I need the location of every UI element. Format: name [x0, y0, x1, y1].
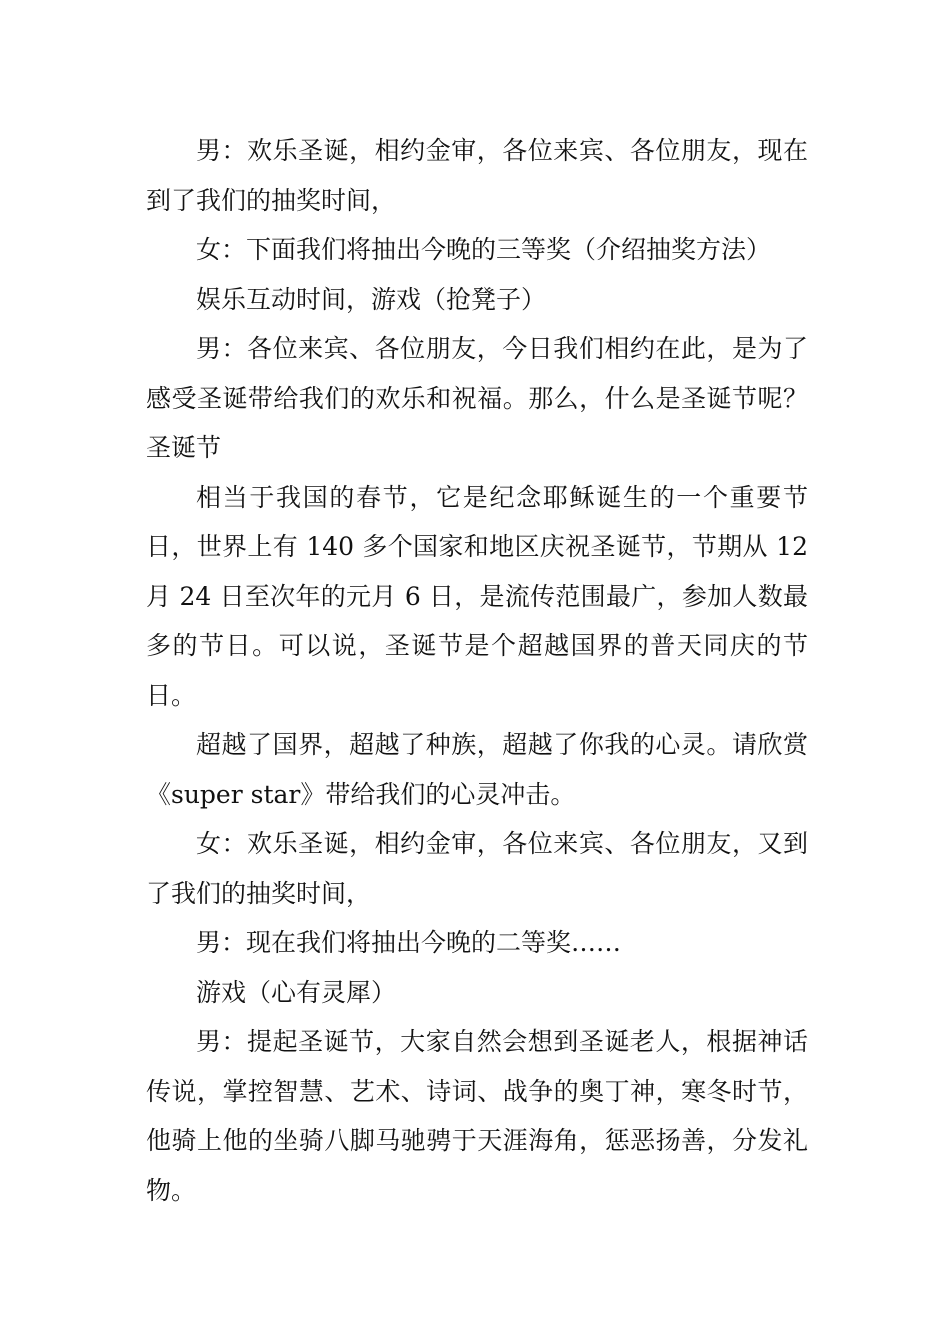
paragraph-third-prize: 女：下面我们将抽出今晚的三等奖（介绍抽奖方法）: [196, 235, 772, 264]
paragraph-second-prize: 男：现在我们将抽出今晚的二等奖……: [196, 928, 622, 957]
paragraph-game-chairs: 娱乐互动时间，游戏（抢凳子）: [196, 284, 547, 314]
paragraph-christmas-explained: 相当于我国的春节，它是纪念耶稣诞生的一个重要节日，世界上有 140 多个国家和地区庆祝圣诞节，节期从 12 月 24 日至次年的元月 6 日，是流传范围最广，参加人数最多的节日。可以说，圣诞节是个超越国界的普天同庆的节日。: [146, 482, 808, 710]
paragraph-prize-time-male: 男：欢乐圣诞，相约金审，各位来宾、各位朋友，现在到了我们的抽奖时间，: [146, 136, 808, 215]
paragraph-santa-legend: 男：提起圣诞节，大家自然会想到圣诞老人，根据神话传说，掌控智慧、艺术、诗词、战争的奥丁神，寒冬时节，他骑上他的坐骑八脚马驰骋于天涯海角，惩恶扬善，分发礼物。: [146, 1027, 808, 1205]
document-body: [146, 126, 808, 1215]
paragraph-super-star: 超越了国界，超越了种族，超越了你我的心灵。请欣赏《super star》带给我们的心灵冲击。: [146, 730, 808, 809]
paragraph-game-telepathy: 游戏（心有灵犀）: [196, 977, 397, 1007]
paragraph-prize-time-female: 女：欢乐圣诞，相约金审，各位来宾、各位朋友，又到了我们的抽奖时间，: [146, 829, 808, 908]
paragraph-what-is-christmas: 男：各位来宾、各位朋友，今日我们相约在此，是为了感受圣诞带给我们的欢乐和祝福。那么，什么是圣诞节呢？圣诞节: [146, 334, 808, 462]
